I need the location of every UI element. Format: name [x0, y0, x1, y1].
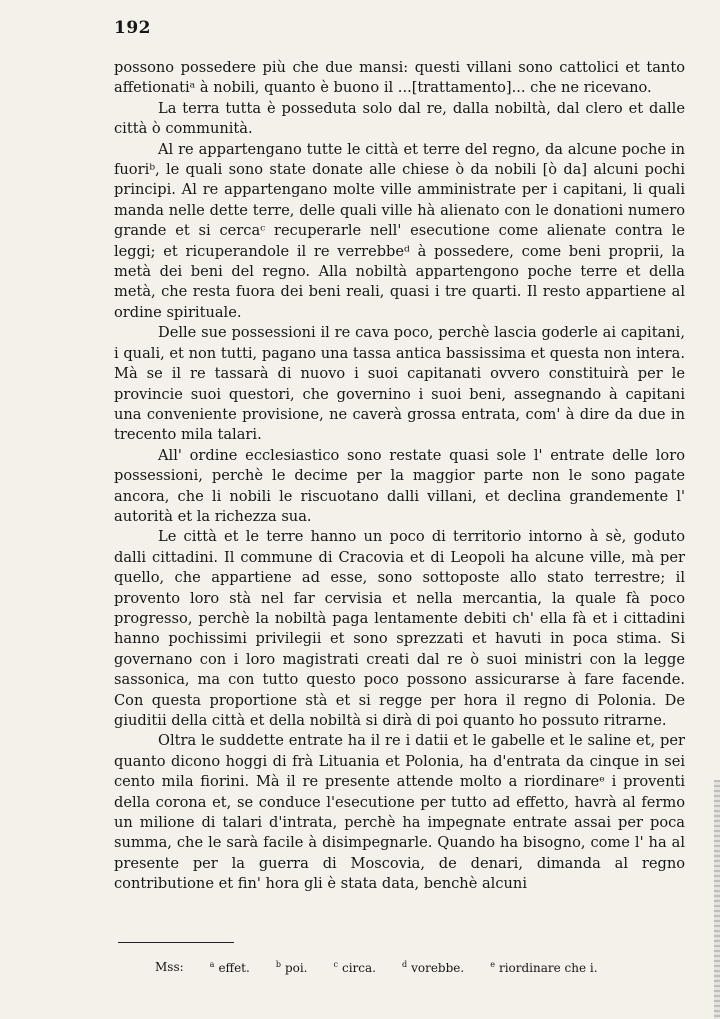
footnote-c	[334, 960, 376, 975]
footnote-a	[210, 960, 250, 975]
footnote-e	[490, 960, 597, 975]
paragraph-4: Delle sue possessioni il re cava poco, perchè lascia goderle ai capitani, i quali, et non tutti, pagano una tassa antica bassissima et questa non intera. Mà se il re tassarà di nuovo i suoi capitanati ovvero constituirà per le provincie suoi questori, che governino i suoi beni, assegnando à capitani una conveniente provisione, ne caverà grossa entrata, com' à dire da due in trecento mila talari.	[114, 324, 685, 444]
paragraph-1: possono possedere più che due mansi: questi villani sono cattolici et tanto affetionatiᵃ à nobili, quanto è buono il ...[trattamento]... che ne ricevano.	[114, 59, 685, 97]
page-number: 192	[114, 18, 151, 38]
footnote-text: riordinare che i.	[498, 961, 598, 975]
paragraph-7: Oltra le suddette entrate ha il re i datii et le gabelle et le saline et, per quanto dicono hoggi di frà Lituania et Polonia, ha d'entrata da cinque in sei cento mila fiorini. Mà il re presente attende molto a riordinareᵉ i proventi della corona et, se conduce l'esecutione per tutto ad effetto, havrà al fermo un milione di talari d'intrata, perchè ha impegnate entrate assai per poca summa, che le sarà facile à disimpegnarle. Quando ha bisogno, come l' ha al presente per la guerra di Moscovia, de denari, dimanda al regno contributione et fin' hora gli è stata data, benchè alcuni	[114, 732, 685, 893]
paragraph-3: Al re appartengano tutte le città et terre del regno, da alcune poche in fuoriᵇ, le quali sono state donate alle chiese ò da nobili [ò da] alcuni pochi principi. Al re appartengano molte ville amministrate per i capitani, li quali manda nelle dette terre, delle quali ville hà alienato con le donationi numero grande et si cercaᶜ recuperarle nell' esecutione come alienate contra le leggi; et ricuperandole il re verrebbeᵈ à possedere, come beni proprii, la metà dei beni del regno. Alla nobiltà appartengono poche terre et della metà, che resta fuora dei beni reali, quasi i tre quarti. Il resto appartiene al ordine spirituale.	[114, 140, 685, 321]
scan-edge-artifact	[714, 780, 720, 1019]
footnote-mark: a	[209, 960, 215, 969]
footnote-d	[402, 960, 464, 975]
paragraph-5: All' ordine ecclesiastico sono restate quasi sole l' entrate delle loro possessioni, perchè le decime per la maggior parte non le sono pagate ancora, che li nobili le riscuotano dalli villani, et declina grandemente l' autorità et la richezza sua.	[114, 446, 685, 525]
footnote-mark: c	[333, 960, 338, 969]
footnote-text: poi.	[284, 961, 308, 975]
paragraph-2: La terra tutta è posseduta solo dal re, dalla nobiltà, dal clero et dalle città ò communità.	[114, 99, 685, 138]
footnote-label: Mss:	[155, 960, 184, 974]
footnote-mark: e	[490, 960, 495, 969]
paragraph-6: Le città et le terre hanno un poco di territorio intorno à sè, goduto dalli cittadini. Il commune di Cracovia et di Leopoli ha alcune ville, mà per quello, che appartiene ad esse, sono sottoposte allo stato terrestre; il provento loro stà nel far cervisia et nella mercantia, la quale fà poco progresso, perchè la nobiltà paga lentamente debiti ch' ella fà et i cittadini hanno pochissimi privilegii et sono sprezzati et havuti in poca stima. Si governano con i loro magistrati creati dal re ò suoi ministri con la legge sassonica, ma con tutto questo poco possono assicurarse à fare facende. Con questa proportione stà et si regge per hora il regno di Polonia. De giuditii della città et della nobiltà si dirà di poi quanto ho possuto ritrarne.	[114, 528, 685, 729]
body-text	[114, 58, 685, 895]
footnote-text: vorebbe.	[411, 961, 465, 975]
footnotes	[155, 960, 625, 975]
footnote-mark: b	[275, 960, 281, 969]
footnote-mark: d	[401, 960, 408, 969]
footnote-text: effet.	[218, 961, 250, 975]
footnote-rule	[118, 942, 234, 943]
footnote-text: circa.	[341, 961, 376, 975]
footnote-b	[276, 960, 308, 975]
